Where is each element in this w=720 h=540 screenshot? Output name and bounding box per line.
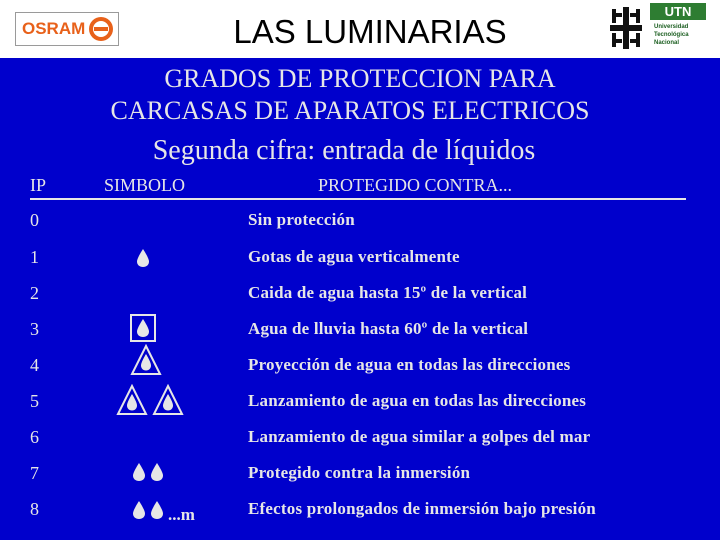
drop-icon bbox=[132, 462, 146, 482]
row-8-symbol-suffix: ...m bbox=[168, 505, 195, 524]
row-text-6: Lanzamiento de agua similar a golpes del mar bbox=[248, 427, 591, 446]
row-text-2: Caida de agua hasta 15º de la vertical bbox=[248, 283, 528, 302]
row-text-5: Lanzamiento de agua en todas las direcciones bbox=[248, 391, 587, 410]
osram-bulb-icon bbox=[88, 16, 114, 42]
utn-name: UTN bbox=[650, 3, 706, 20]
drop-in-square-icon bbox=[130, 314, 156, 342]
row-code-3: 3 bbox=[30, 319, 39, 339]
column-header-symbol: SIMBOLO bbox=[104, 175, 186, 195]
column-header-ip: IP bbox=[30, 175, 47, 195]
header bbox=[0, 0, 720, 58]
drop-in-triangle-icon bbox=[152, 384, 184, 416]
utn-logo bbox=[606, 3, 706, 53]
utn-wordmark bbox=[650, 3, 706, 53]
utn-line-1: Universidad bbox=[654, 24, 689, 30]
row-text-1: Gotas de agua verticalmente bbox=[248, 247, 460, 266]
drop-icon bbox=[150, 500, 164, 520]
osram-logo bbox=[15, 12, 119, 46]
heading-line-3: Segunda cifra: entrada de líquidos bbox=[152, 135, 536, 166]
osram-logo-text: OSRAM bbox=[22, 19, 86, 38]
row-code-0: 0 bbox=[30, 210, 39, 230]
row-text-3: Agua de lluvia hasta 60º de la vertical bbox=[248, 319, 529, 338]
utn-emblem-icon bbox=[606, 3, 646, 53]
drop-icon bbox=[136, 248, 150, 268]
drop-in-triangle-icon bbox=[116, 384, 148, 416]
page-title: LAS LUMINARIAS bbox=[233, 13, 507, 50]
utn-line-2: Tecnológica bbox=[654, 32, 689, 38]
drop-icon bbox=[150, 462, 164, 482]
row-code-4: 4 bbox=[30, 355, 39, 375]
row-text-4: Proyección de agua en todas las direcciones bbox=[248, 355, 571, 374]
row-code-6: 6 bbox=[30, 427, 39, 447]
row-code-1: 1 bbox=[30, 247, 39, 267]
drop-in-triangle-icon bbox=[130, 344, 162, 376]
row-code-8: 8 bbox=[30, 499, 39, 519]
row-code-5: 5 bbox=[30, 391, 39, 411]
row-code-2: 2 bbox=[30, 283, 39, 303]
row-text-0: Sin protección bbox=[248, 210, 355, 229]
drop-icon bbox=[132, 500, 146, 520]
column-header-protection: PROTEGIDO CONTRA... bbox=[318, 175, 513, 195]
row-text-7: Protegido contra la inmersión bbox=[248, 463, 471, 482]
header-divider bbox=[30, 198, 686, 200]
heading-line-1: GRADOS DE PROTECCION PARA bbox=[164, 64, 556, 93]
heading-line-2: CARCASAS DE APARATOS ELECTRICOS bbox=[110, 96, 590, 125]
utn-line-3: Nacional bbox=[654, 40, 680, 46]
row-text-8: Efectos prolongados de inmersión bajo presión bbox=[248, 499, 596, 518]
row-code-7: 7 bbox=[30, 463, 39, 483]
